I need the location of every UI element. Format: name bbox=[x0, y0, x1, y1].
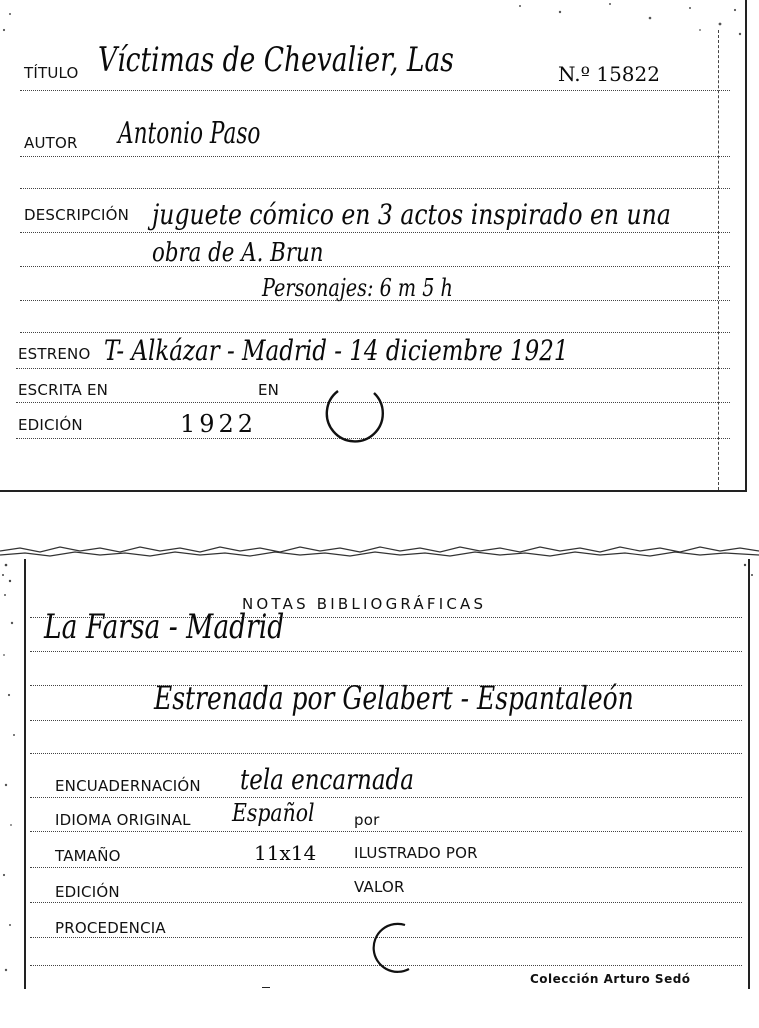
right-margin-line bbox=[718, 30, 719, 490]
label-edicion-bottom: EDICIÓN bbox=[55, 883, 120, 901]
catalog-card-top bbox=[0, 0, 747, 492]
notes-line-2: Estrenada por Gelabert - Espantaleón bbox=[154, 679, 634, 717]
label-autor: AUTOR bbox=[24, 134, 78, 152]
label-descripcion: DESCRIPCIÓN bbox=[24, 206, 130, 224]
label-procedencia: PROCEDENCIA bbox=[55, 919, 166, 937]
value-numero: N.º 15822 bbox=[558, 62, 660, 86]
label-por: por bbox=[354, 811, 380, 829]
label-encuadernacion: ENCUADERNACIÓN bbox=[55, 777, 201, 795]
rule-tamano bbox=[30, 867, 742, 868]
collection-footer: Colección Arturo Sedó bbox=[530, 972, 691, 986]
label-en: EN bbox=[258, 381, 280, 399]
rule-notes-1 bbox=[30, 651, 742, 652]
rule-blank-2 bbox=[20, 300, 730, 301]
value-titulo: Víctimas de Chevalier, Las bbox=[98, 40, 454, 80]
label-idioma-original: IDIOMA ORIGINAL bbox=[55, 811, 191, 829]
value-encuadernacion: tela encarnada bbox=[240, 763, 414, 796]
rule-blank-1 bbox=[20, 188, 730, 189]
value-descripcion-line1: juguete cómico en 3 actos inspirado en una bbox=[152, 198, 671, 231]
rule-titulo bbox=[20, 90, 730, 91]
value-tamano: 11x14 bbox=[254, 841, 317, 865]
card-right-border bbox=[748, 559, 750, 989]
top-edge-speckle bbox=[0, 0, 745, 40]
footer-dash bbox=[262, 987, 270, 988]
bottom-top-edge-texture bbox=[0, 545, 759, 585]
value-estreno: T- Alkázar - Madrid - 14 diciembre 1921 bbox=[104, 334, 569, 367]
label-estreno: ESTRENO bbox=[18, 345, 91, 363]
value-descripcion-line2: obra de A. Brun bbox=[152, 238, 324, 268]
label-ilustrado-por: ILUSTRADO POR bbox=[354, 844, 478, 862]
punch-hole-top bbox=[322, 383, 392, 453]
value-personajes: Personajes: 6 m 5 h bbox=[262, 274, 453, 302]
label-valor: VALOR bbox=[354, 878, 405, 896]
notes-heading: NOTAS BIBLIOGRÁFICAS bbox=[242, 595, 487, 613]
label-escrita-en: ESCRITA EN bbox=[18, 381, 109, 399]
value-edicion-top: 1922 bbox=[180, 410, 258, 438]
notes-line-1: La Farsa - Madrid bbox=[44, 607, 285, 647]
rule-edicion-bottom bbox=[30, 902, 742, 903]
rule-descripcion bbox=[20, 232, 730, 233]
label-titulo: TÍTULO bbox=[24, 64, 79, 82]
value-autor: Antonio Paso bbox=[118, 116, 261, 151]
rule-estreno bbox=[16, 368, 730, 369]
label-edicion-top: EDICIÓN bbox=[18, 416, 83, 434]
value-idioma-original: Español bbox=[232, 799, 315, 827]
rule-blank-3 bbox=[20, 332, 730, 333]
rule-notes-4 bbox=[30, 753, 742, 754]
label-tamano: TAMAÑO bbox=[55, 847, 121, 865]
punch-hole-bottom bbox=[365, 917, 429, 977]
rule-autor bbox=[20, 156, 730, 157]
rule-descripcion-2 bbox=[20, 266, 730, 267]
rule-idioma-original bbox=[30, 831, 742, 832]
card-left-border bbox=[24, 559, 26, 989]
catalog-card-bottom bbox=[0, 545, 759, 1028]
rule-notes-3 bbox=[30, 720, 742, 721]
rule-encuadernacion bbox=[30, 797, 742, 798]
